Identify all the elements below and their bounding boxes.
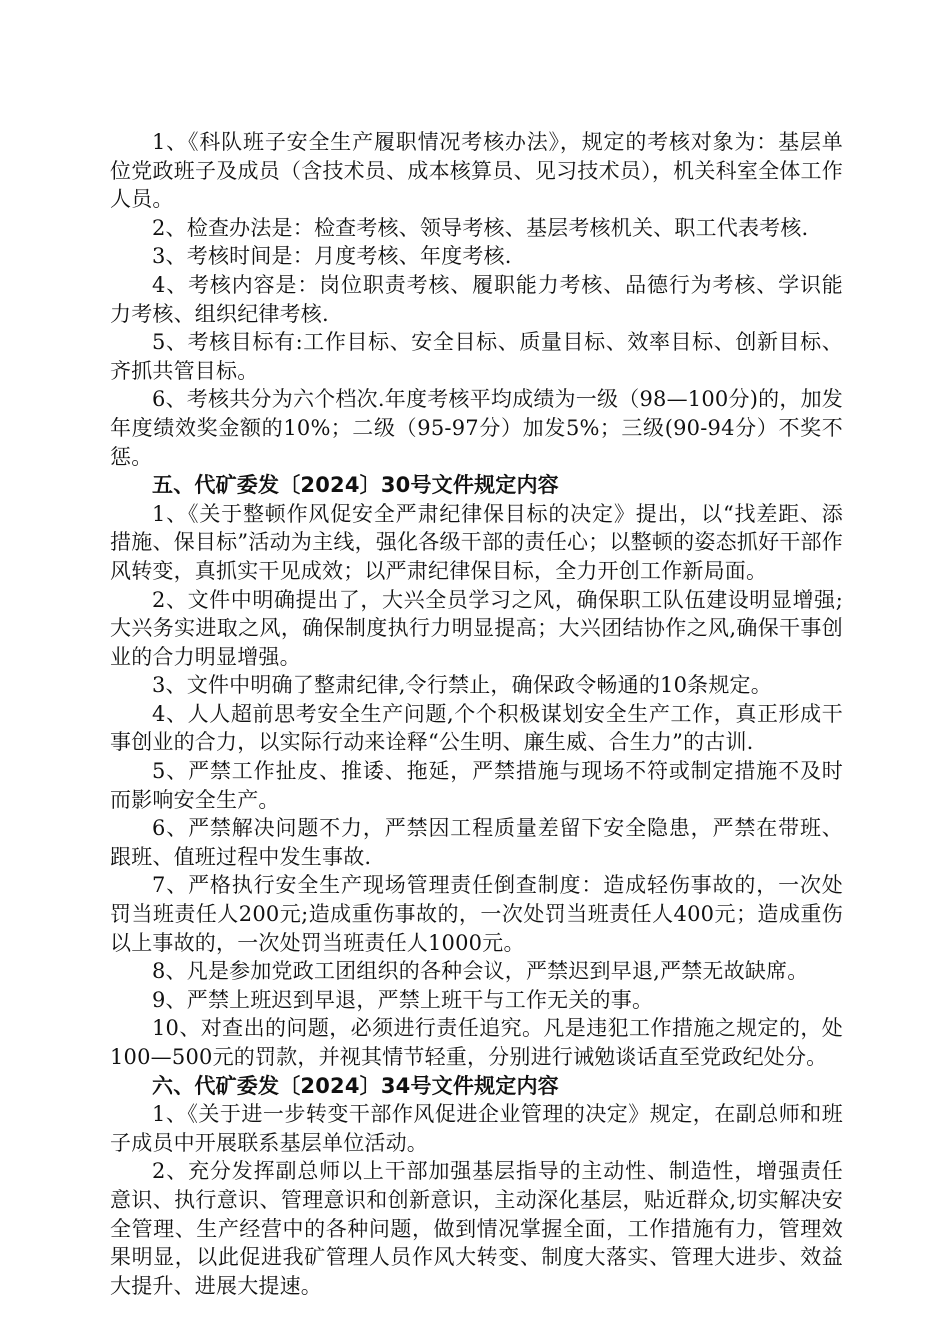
paragraph-5-8: 8、凡是参加党政工团组织的各种会议，严禁迟到早退,严禁无故缺席。 <box>152 959 809 984</box>
paragraph-5-2: 2、文件中明确提出了，大兴全员学习之风，确保职工队伍建设明显增强;大兴务实进取之风，确保制度执行力明显提高；大兴团结协作之风,确保干事创业的合力明显增强。 <box>110 587 843 669</box>
paragraph-4-3: 3、考核时间是：月度考核、年度考核. <box>152 244 512 269</box>
paragraph-5-4: 4、人人超前思考安全生产问题,个个积极谋划安全生产工作，真正形成干事创业的合力，以实际行动来诠释“公生明、廉生威、合生力”的古训. <box>110 701 843 755</box>
paragraph-5-7: 7、严格执行安全生产现场管理责任倒查制度：造成轻伤事故的，一次处罚当班责任人200元;造成重伤事故的，一次处罚当班责任人400元；造成重伤以上事故的，一次处罚当班责任人1000元。 <box>110 873 843 955</box>
paragraph-4-5: 5、考核目标有:工作目标、安全目标、质量目标、效率目标、创新目标、齐抓共管目标。 <box>110 330 843 383</box>
paragraph-5-6: 6、严禁解决问题不力，严禁因工程质量差留下安全隐患，严禁在带班、跟班、值班过程中发生事故. <box>110 816 843 869</box>
paragraph-4-1: 1、《科队班子安全生产履职情况考核办法》，规定的考核对象为：基层单位党政班子及成员（含技术员、成本核算员、见习技术员），机关科室全体工作人员。 <box>110 130 843 212</box>
section-6-heading: 六、代矿委发〔2024〕34号文件规定内容 <box>152 1073 559 1098</box>
document-page <box>110 128 843 1300</box>
paragraph-5-5: 5、严禁工作扯皮、推诿、拖延，严禁措施与现场不符或制定措施不及时而影响安全生产。 <box>110 759 843 812</box>
paragraph-6-1: 1、《关于进一步转变干部作风促进企业管理的决定》规定，在副总师和班子成员中开展联系基层单位活动。 <box>110 1102 843 1155</box>
paragraph-5-3: 3、文件中明确了整肃纪律,令行禁止，确保政令畅通的10条规定。 <box>152 673 772 698</box>
paragraph-4-6: 6、考核共分为六个档次.年度考核平均成绩为一级（98—100分)的，加发年度绩效奖金额的10%；二级（95-97分）加发5%；三级(90-94分）不奖不惩。 <box>110 387 843 469</box>
section-5-heading: 五、代矿委发〔2024〕30号文件规定内容 <box>152 473 559 498</box>
paragraph-4-4: 4、考核内容是：岗位职责考核、履职能力考核、品德行为考核、学识能力考核、组织纪律考核. <box>110 272 843 326</box>
paragraph-5-1: 1、《关于整顿作风促安全严肃纪律保目标的决定》提出，以“找差距、添措施、保目标”活动为主线，强化各级干部的责任心；以整顿的姿态抓好干部作风转变，真抓实干见成效；以严肃纪律保目标，全力开创工作新局面。 <box>110 501 843 583</box>
paragraph-5-9: 9、严禁上班迟到早退，严禁上班干与工作无关的事。 <box>152 987 654 1012</box>
paragraph-4-2: 2、检查办法是：检查考核、领导考核、基层考核机关、职工代表考核. <box>152 215 809 240</box>
paragraph-6-2: 2、充分发挥副总师以上干部加强基层指导的主动性、制造性，增强责任意识、执行意识、管理意识和创新意识，主动深化基层，贴近群众,切实解决安全管理、生产经营中的各种问题，做到情况掌握全面，工作措施有力，管理效果明显，以此促进我矿管理人员作风大转变、制度大落实、管理大进步、效益大提升、进展大提速。 <box>110 1159 843 1298</box>
paragraph-5-10: 10、对查出的问题，必须进行责任追究。凡是违犯工作措施之规定的，处100—500元的罚款，并视其情节轻重，分别进行诫勉谈话直至党政纪处分。 <box>110 1016 843 1069</box>
